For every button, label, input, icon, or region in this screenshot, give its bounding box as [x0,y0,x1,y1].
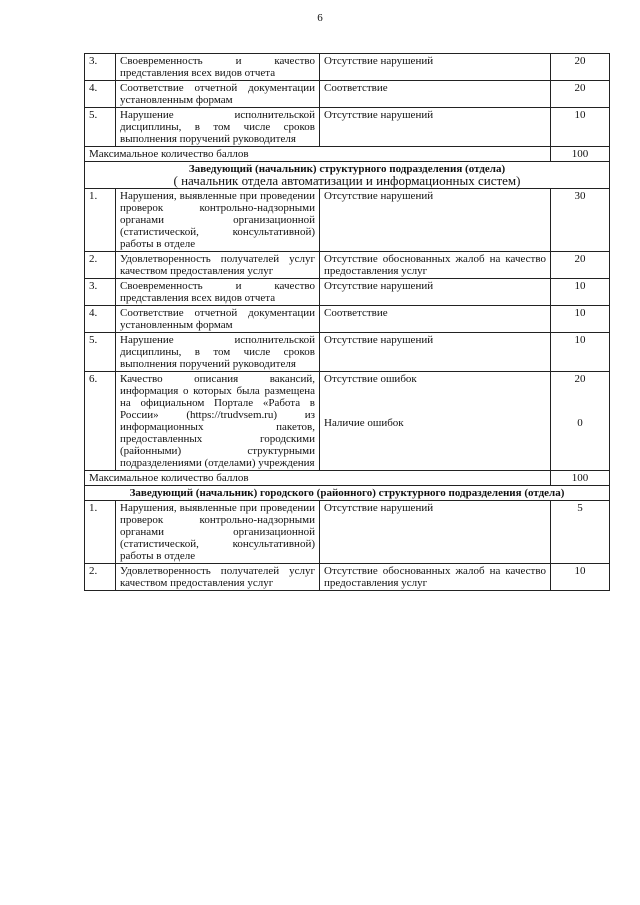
row-condition [320,252,551,279]
row-criterion: Нарушения, выявленные при проведении проверок контрольно-надзорными органами организационной (статистической, консультативной) работы в отделе [116,501,320,564]
row-points [551,372,610,471]
points-value: 30 [574,190,586,202]
row-condition [320,189,551,252]
row-number: 3. [85,279,116,306]
row-condition [320,372,551,471]
points-value: 10 [574,334,586,346]
total-row [85,471,610,486]
table-row [85,81,610,108]
section-heading: Заведующий (начальник) городского (районного) структурного подразделения (отдела) [129,487,565,499]
condition-text: Отсутствие ошибок [324,373,417,385]
table-row [85,252,610,279]
total-value: 100 [551,471,610,486]
row-condition [320,501,551,564]
row-number: 1. [85,189,116,252]
row-criterion: Удовлетворенность получателей услуг качеством предоставления услуг [116,252,320,279]
total-label: Максимальное количество баллов [85,471,551,486]
condition-text: Отсутствие обоснованных жалоб на качество предоставления услуг [324,253,546,277]
row-number: 1. [85,501,116,564]
page-number: 6 [317,12,323,24]
table-row [85,279,610,306]
points-value: 10 [574,565,586,577]
section-heading-cell [85,162,610,189]
row-points [551,189,610,252]
row-condition [320,108,551,147]
row-condition [320,333,551,372]
row-number: 6. [85,372,116,471]
criteria-table [84,53,610,591]
points-value: 0 [577,417,583,429]
table-row [85,189,610,252]
table-row [85,333,610,372]
row-number: 3. [85,54,116,81]
points-value: 20 [574,82,586,94]
condition-text: Отсутствие нарушений [324,109,434,121]
row-criterion: Своевременность и качество представления всех видов отчета [116,54,320,81]
section-subheading: ( начальник отдела автоматизации и информационных систем) [173,173,521,188]
row-condition [320,564,551,591]
section-heading-row [85,486,610,501]
points-value: 10 [574,280,586,292]
section-heading-cell [85,486,610,501]
row-criterion: Нарушение исполнительской дисциплины, в том числе сроков выполнения поручений руководителя [116,108,320,147]
points-value: 10 [574,307,586,319]
condition-text: Наличие ошибок [324,417,404,429]
points-value: 20 [574,373,586,385]
condition-text: Отсутствие обоснованных жалоб на качество предоставления услуг [324,565,546,589]
table-row [85,564,610,591]
row-criterion: Нарушения, выявленные при проведении проверок контрольно-надзорными органами организационной (статистической, консультативной) работы в отделе [116,189,320,252]
table-row [85,501,610,564]
row-points [551,54,610,81]
table-row [85,372,610,471]
points-value: 10 [574,109,586,121]
row-criterion: Своевременность и качество представления всех видов отчета [116,279,320,306]
row-points [551,501,610,564]
total-label: Максимальное количество баллов [85,147,551,162]
row-points [551,81,610,108]
row-number: 4. [85,81,116,108]
row-condition [320,279,551,306]
condition-text: Отсутствие нарушений [324,280,434,292]
table-row [85,54,610,81]
row-points [551,279,610,306]
row-number: 4. [85,306,116,333]
row-criterion: Качество описания вакансий, информация о которых была размещена на официальном Портале «Работа в России» (https://trudvsem.ru) из информационных пакетов, предоставленных городскими (районными) структурными подразделениями (отделами) учреждения [116,372,320,471]
condition-text: Отсутствие нарушений [324,334,434,346]
points-value: 20 [574,253,586,265]
section-heading: Заведующий (начальник) структурного подразделения (отдела) [188,163,506,175]
condition-text: Отсутствие нарушений [324,190,434,202]
condition-text: Отсутствие нарушений [324,502,434,514]
criteria-table-body [85,54,610,591]
row-points [551,564,610,591]
row-criterion: Соответствие отчетной документации установленным формам [116,306,320,333]
row-points [551,252,610,279]
condition-text: Отсутствие нарушений [324,55,434,67]
row-criterion: Удовлетворенность получателей услуг качеством предоставления услуг [116,564,320,591]
table-row [85,108,610,147]
row-number: 2. [85,564,116,591]
row-criterion: Соответствие отчетной документации установленным формам [116,81,320,108]
condition-text: Соответствие [324,82,388,94]
row-criterion: Нарушение исполнительской дисциплины, в том числе сроков выполнения поручений руководителя [116,333,320,372]
section-heading-row [85,162,610,189]
row-number: 5. [85,108,116,147]
points-value: 5 [577,502,583,514]
row-number: 5. [85,333,116,372]
row-points [551,306,610,333]
row-condition [320,81,551,108]
row-points [551,108,610,147]
row-points [551,333,610,372]
row-condition [320,306,551,333]
total-value: 100 [551,147,610,162]
row-number: 2. [85,252,116,279]
total-row [85,147,610,162]
row-condition [320,54,551,81]
table-row [85,306,610,333]
points-value: 20 [574,55,586,67]
condition-text: Соответствие [324,307,388,319]
